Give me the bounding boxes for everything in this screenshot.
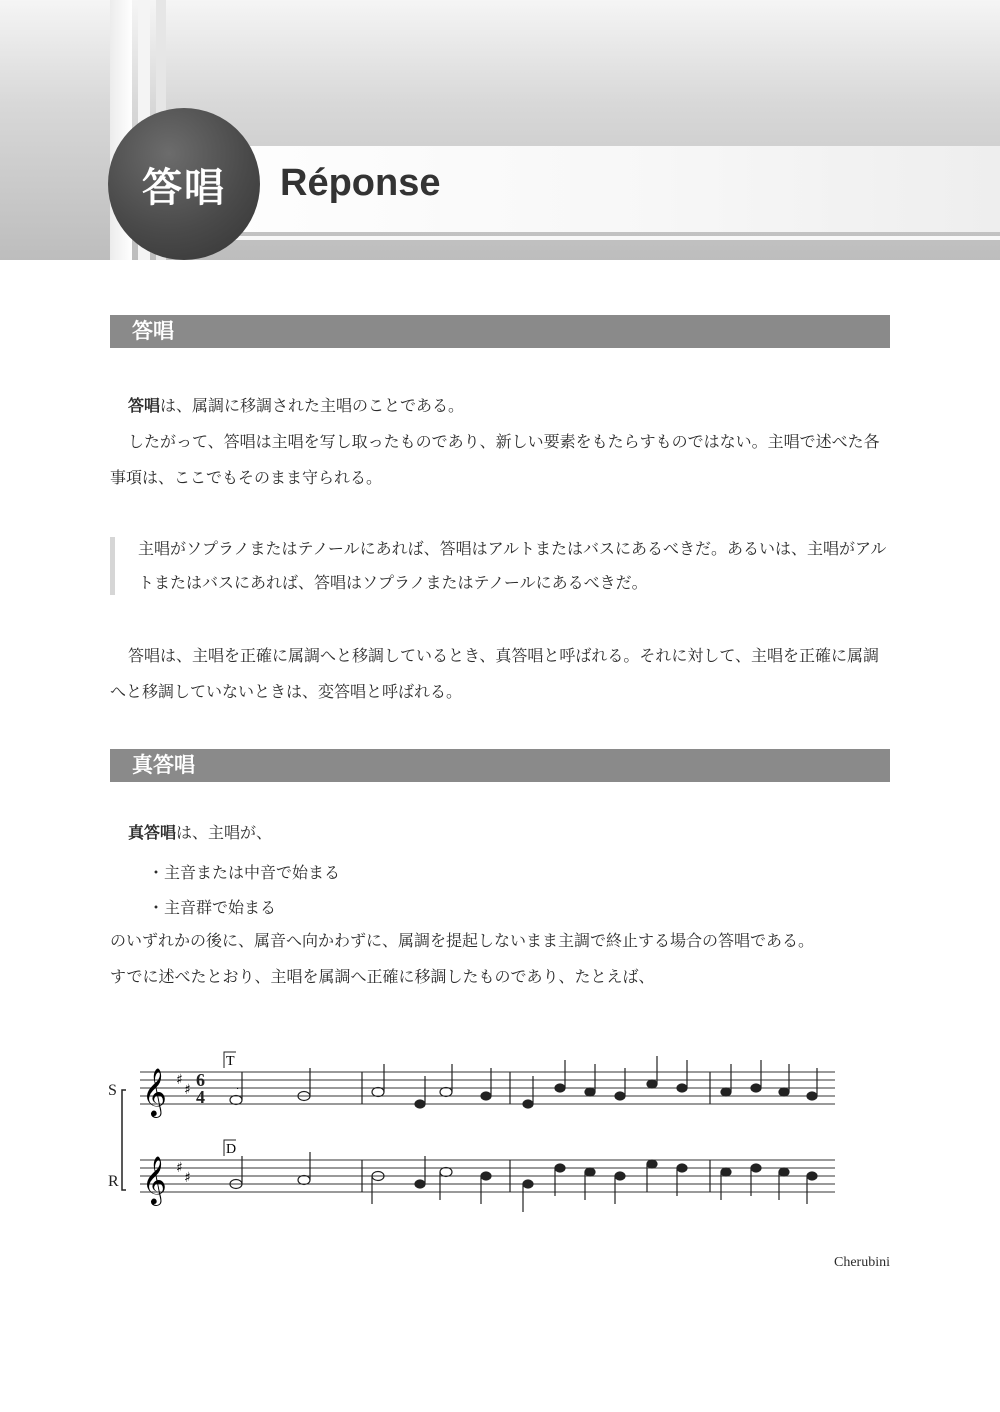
list-item: ・主音群で始まる [148, 898, 277, 917]
treble-clef-icon: 𝄞 [142, 1155, 167, 1204]
list-item: ・主音または中音で始まる [148, 863, 341, 882]
header-title-band [150, 146, 1000, 232]
treble-clef-icon: 𝄞 [142, 1067, 167, 1116]
composer-attribution: Cherubini [834, 1255, 890, 1270]
chapter-badge [108, 108, 260, 260]
sharp-icon: ♯ [176, 1160, 183, 1176]
dot: · [236, 1084, 240, 1095]
time-signature-top: 6 [196, 1070, 205, 1090]
term: 答唱 [128, 396, 161, 415]
music-score [100, 1040, 860, 1220]
sharp-icon: ♯ [184, 1082, 191, 1098]
subject-mark: T [226, 1054, 235, 1069]
sharp-icon: ♯ [176, 1072, 183, 1088]
paragraph [110, 815, 890, 851]
paragraph-text: は、主唱が、 [176, 823, 273, 842]
paragraph [110, 388, 890, 424]
notes-bottom [230, 1152, 817, 1212]
answer-mark: D [226, 1142, 237, 1157]
header-divider [150, 236, 1000, 240]
chapter-title: Réponse [280, 162, 441, 204]
paragraph: のいずれかの後に、属音へ向かわずに、属調を提起しないまま主調で終止する場合の答唱である。 [110, 931, 815, 950]
paragraph: したがって、答唱は主唱を写し取ったものであり、新しい要素をもたらすものではない。主唱で述べた各事項は、ここでもそのまま守られる。 [110, 432, 880, 487]
paragraph: すでに述べたとおり、主唱を属調へ正確に移調したものであり、たとえば、 [110, 967, 655, 986]
time-signature-bottom: 4 [196, 1087, 205, 1107]
section-heading: 答唱 [110, 315, 890, 348]
chapter-header [0, 0, 1000, 260]
notes-top [230, 1056, 817, 1108]
staff-label: R [108, 1173, 119, 1190]
staff-label: S [108, 1082, 117, 1099]
paragraph-text: は、属調に移調された主唱のことである。 [160, 396, 465, 415]
chapter-badge-label: 答唱 [142, 164, 226, 211]
sharp-icon: ♯ [184, 1170, 191, 1186]
quote-text: 主唱がソプラノまたはテノールにあれば、答唱はアルトまたはバスにあるべきだ。あるいは、主唱がアルトまたはバスにあれば、答唱はソプラノまたはテノールにあるべきだ。 [138, 539, 887, 592]
staff-brace [122, 1090, 126, 1190]
term: 真答唱 [128, 823, 177, 842]
quote-bar [110, 537, 115, 595]
paragraph: 答唱は、主唱を正確に属調へと移調しているとき、真答唱と呼ばれる。それに対して、主唱を正確に属調へと移調していないときは、変答唱と呼ばれる。 [110, 646, 880, 701]
section-heading: 真答唱 [110, 749, 890, 782]
